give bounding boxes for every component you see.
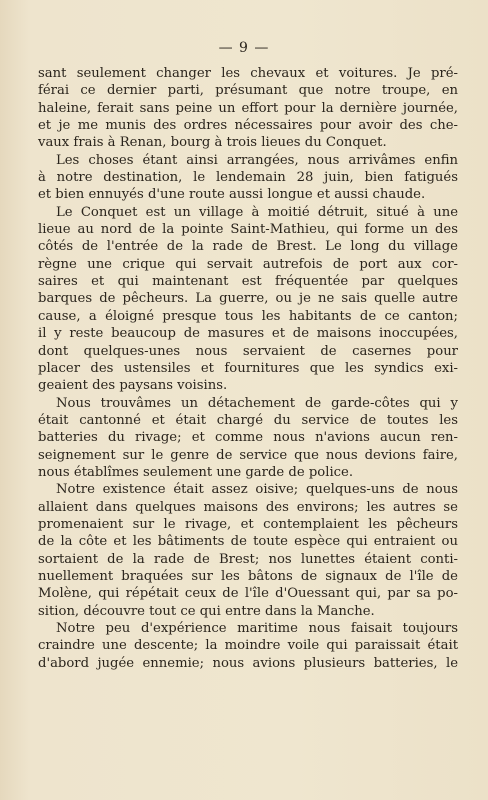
text-line: côtés de l'entrée de la rade de Brest. Le long du village (38, 239, 458, 255)
text-line: férai ce dernier parti, présumant que notre troupe, en (38, 83, 458, 99)
text-line: était cantonné et était chargé du service de toutes les (38, 412, 458, 428)
body-text (38, 65, 458, 672)
text-line: Molène, qui répétait ceux de l'île d'Ouessant qui, par sa po- (38, 586, 458, 602)
text-line: lieue au nord de la pointe Saint-Mathieu, qui forme un des (38, 222, 458, 238)
text-line: dont quelques-unes nous servaient de casernes pour (38, 343, 458, 359)
text-line: sant seulement changer les chevaux et voitures. Je pré- (38, 66, 458, 81)
text-line: règne une crique qui servait autrefois de port aux cor- (38, 256, 458, 272)
text-line: Notre peu d'expérience maritime nous faisait toujours (56, 621, 458, 636)
text-line: craindre une descente; la moindre voile qui paraissait était (38, 638, 458, 654)
text-line: allaient dans quelques maisons des environs; les autres se (38, 499, 458, 515)
page-number: — 9 — (218, 40, 270, 56)
text-line: saires et qui maintenant est fréquentée par quelques (38, 274, 458, 290)
text-line: barques de pêcheurs. La guerre, ou je ne sais quelle autre (38, 291, 458, 307)
text-line: Nous trouvâmes un détachement de garde-côtes qui y (56, 395, 458, 411)
text-line: sition, découvre tout ce qui entre dans la Manche. (38, 603, 375, 619)
text-line: promenaient sur le rivage, et contemplaient les pêcheurs (38, 516, 458, 532)
text-line: Les choses étant ainsi arrangées, nous arrivâmes enfin (56, 152, 458, 168)
text-line: nous établîmes seulement une garde de police. (38, 464, 354, 480)
text-line: haleine, ferait sans peine un effort pour la dernière journée, (38, 100, 458, 116)
text-line: geaient des paysans voisins. (38, 378, 228, 394)
text-line: à notre destination, le lendemain 28 juin, bien fatigués (38, 170, 458, 186)
text-line: seignement sur le genre de service que nous devions faire, (38, 447, 458, 463)
text-line: il y reste beaucoup de masures et de maisons inoccupées, (38, 326, 458, 342)
text-line: Le Conquet est un village à moitié détruit, situé à une (56, 204, 458, 220)
text-line: et je me munis des ordres nécessaires pour avoir des che- (38, 118, 458, 134)
text-line: batteries du rivage; et comme nous n'avions aucun ren- (38, 430, 458, 446)
text-line: vaux frais à Renan, bourg à trois lieues du Conquet. (38, 135, 387, 151)
text-line: cause, a éloigné presque tous les habitants de ce canton; (38, 308, 458, 324)
text-line: d'abord jugée ennemie; nous avions plusieurs batteries, le (38, 655, 458, 671)
text-line: Notre existence était assez oisive; quelques-uns de nous (56, 482, 458, 498)
text-line: de la côte et les bâtiments de toute espèce qui entraient ou (38, 534, 458, 550)
text-line: sortaient de la rade de Brest; nos lunettes étaient conti- (38, 551, 458, 567)
text-line: nuellement braquées sur les bâtons de signaux de l'île de (38, 568, 458, 584)
text-line: et bien ennuyés d'une route aussi longue et aussi chaude. (38, 187, 426, 203)
text-line: placer des ustensiles et fournitures que les syndics exi- (38, 360, 458, 376)
